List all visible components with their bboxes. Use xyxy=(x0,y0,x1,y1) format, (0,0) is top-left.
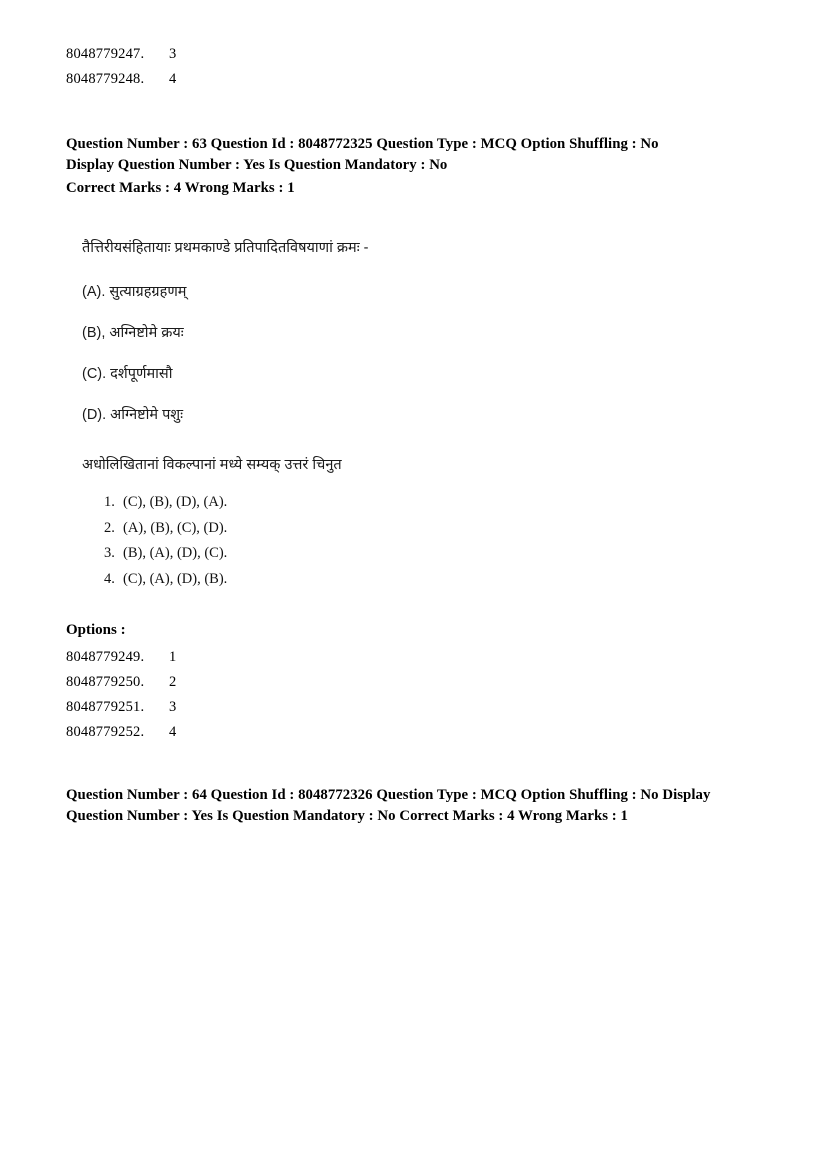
question-64-header-line-2: Display Question Number : Yes Is Question Mandatory : No xyxy=(66,787,711,824)
option-value: 4 xyxy=(169,724,177,740)
question-63-header-line-1: Question Number : 63 Question Id : 8048772325 Question Type : MCQ Option Shuffling : No xyxy=(66,136,659,152)
answer-choice[interactable] xyxy=(104,490,760,516)
question-63-sub-option-b: (B), अग्निष्टोमे क्रयः xyxy=(82,325,184,341)
option-id: 8048779250. xyxy=(66,674,145,690)
answer-choice-text: (B), (A), (D), (C). xyxy=(123,545,228,561)
question-63-instruction: अधोलिखितानां विकल्पानां मध्ये सम्यक् उत्तरं चिनुत xyxy=(82,457,342,473)
option-row xyxy=(66,670,760,695)
question-63-options-label: Options : xyxy=(66,622,126,638)
question-63-stem: तैत्तिरीयसंहितायाः प्रथमकाण्डे प्रतिपादितविषयाणां क्रमः - xyxy=(82,240,369,256)
answer-choice-text: (A), (B), (C), (D). xyxy=(123,519,228,536)
answer-choice-index: 1. xyxy=(104,494,115,510)
question-63-sub-option-d: (D). अग्निष्टोमे पशुः xyxy=(82,407,184,423)
option-row xyxy=(66,67,760,92)
option-value: 4 xyxy=(169,71,177,87)
option-id: 8048779248. xyxy=(66,71,145,87)
answer-choice-index: 3. xyxy=(104,545,115,561)
previous-question-options xyxy=(66,42,760,92)
option-value: 3 xyxy=(169,46,177,62)
answer-choice-index: 4. xyxy=(104,570,115,587)
answer-choice[interactable] xyxy=(104,541,760,567)
option-row xyxy=(66,645,760,670)
answer-choice[interactable] xyxy=(104,516,760,542)
option-row xyxy=(66,695,760,720)
option-id: 8048779251. xyxy=(66,699,145,715)
question-63-body xyxy=(66,237,760,592)
option-value: 3 xyxy=(169,699,177,715)
question-63-sub-option-c: (C). दर्शपूर्णमासौ xyxy=(82,366,173,382)
option-row xyxy=(66,42,760,67)
answer-choice-index: 2. xyxy=(104,519,115,536)
question-63-options xyxy=(66,645,760,745)
option-id: 8048779247. xyxy=(66,46,145,62)
option-id: 8048779252. xyxy=(66,724,145,740)
answer-choice-text: (C), (A), (D), (B). xyxy=(123,570,228,587)
question-64-header-line-1: Question Number : 64 Question Id : 8048772326 Question Type : MCQ Option Shuffling : No xyxy=(66,787,659,803)
question-63-header xyxy=(66,134,760,199)
question-63-sub-option-a: (A). सुत्याग्रहग्रहणम् xyxy=(82,284,187,300)
question-63-header-line-3: Correct Marks : 4 Wrong Marks : 1 xyxy=(66,180,295,196)
option-id: 8048779249. xyxy=(66,649,145,665)
question-63-answer-list xyxy=(82,490,760,592)
option-value: 2 xyxy=(169,674,177,690)
answer-choice[interactable] xyxy=(104,567,760,593)
question-63-header-line-2: Display Question Number : Yes Is Question Mandatory : No xyxy=(66,157,448,173)
option-row xyxy=(66,720,760,745)
question-64-header xyxy=(66,785,760,827)
answer-choice-text: (C), (B), (D), (A). xyxy=(123,494,228,510)
question-64-header-line-3: Correct Marks : 4 Wrong Marks : 1 xyxy=(399,808,628,824)
option-value: 1 xyxy=(169,649,177,665)
